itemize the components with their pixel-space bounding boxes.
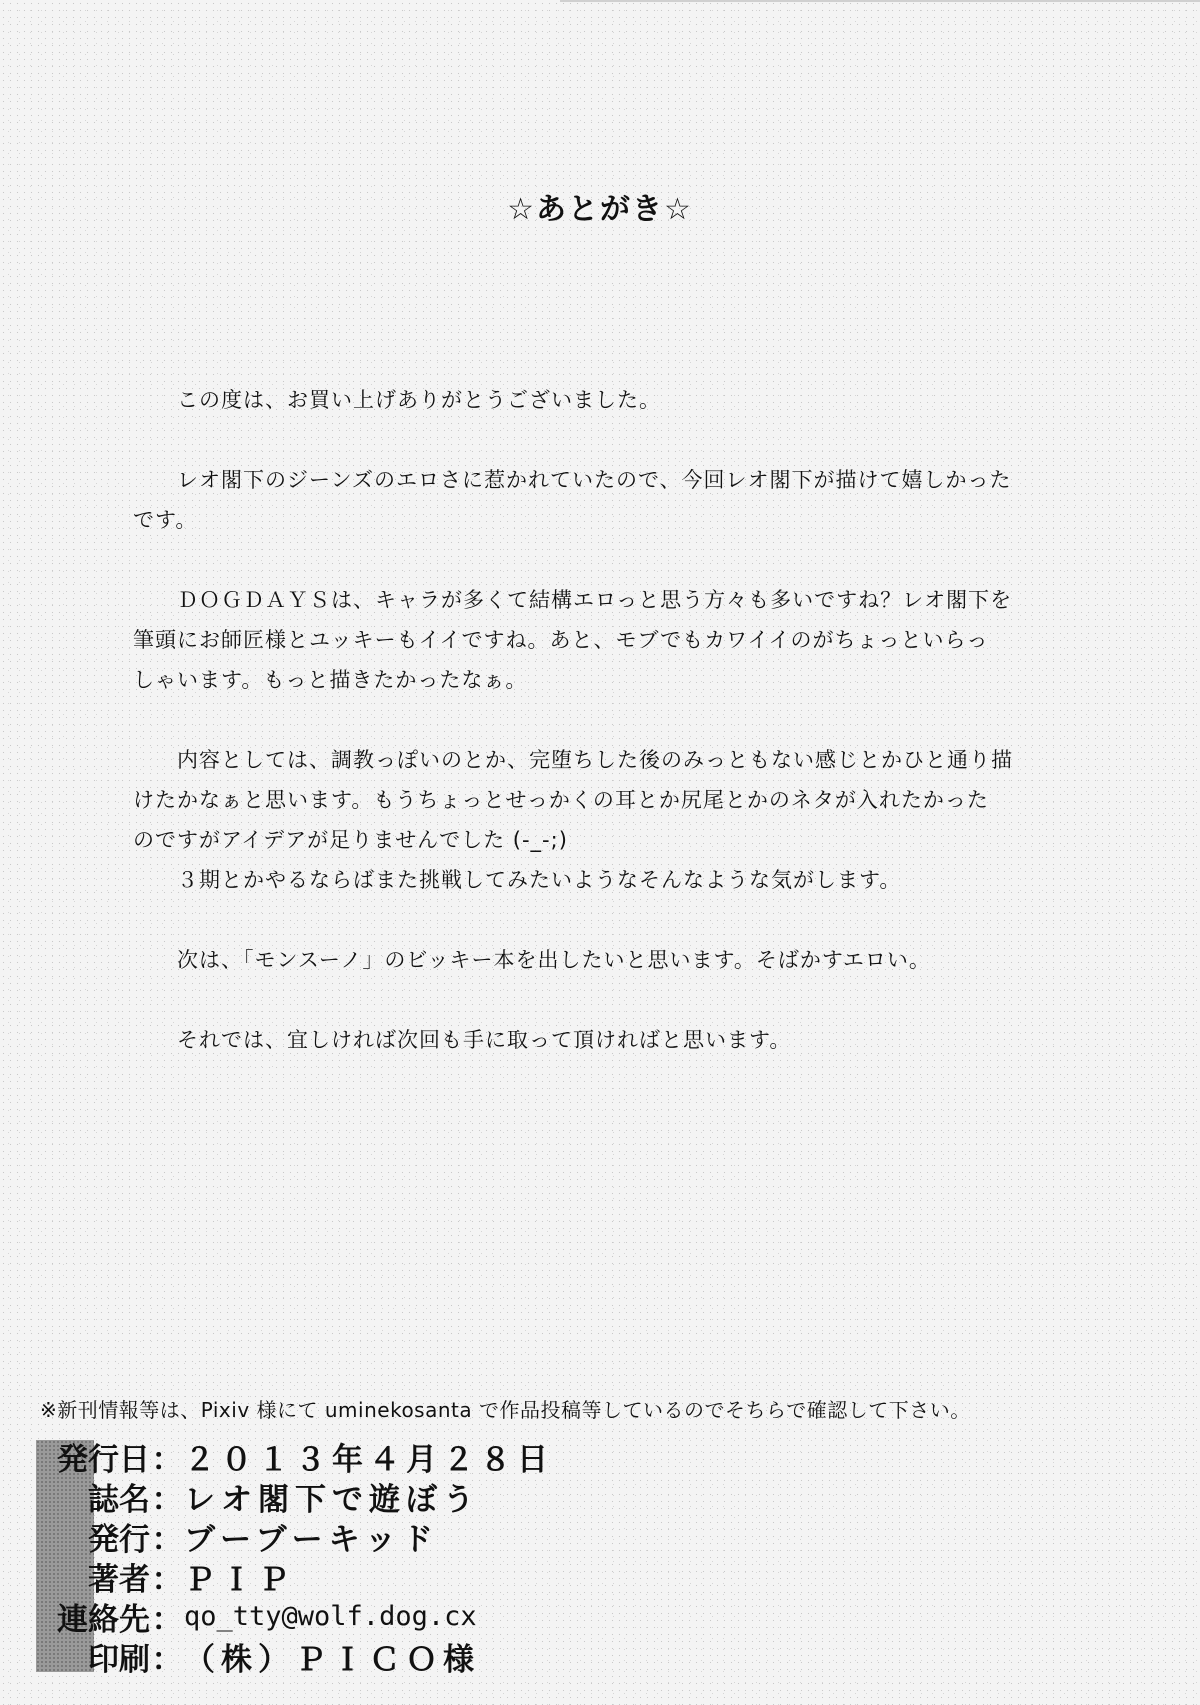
page-title: ☆あとがき☆: [507, 192, 693, 227]
colophon-row-publisher: [40, 1516, 740, 1556]
colophon-value: （株）ＰＩＣＯ様: [184, 1641, 480, 1678]
afterword-body: [133, 380, 1060, 1060]
paragraph-dogdays: [133, 580, 1060, 700]
colophon-separator: ：: [151, 1481, 183, 1518]
colophon-value: レオ閣下で遊ぼう: [184, 1481, 480, 1518]
paragraph-line: 筆頭にお師匠様とユッキーもイイですね。あと、モブでもカワイイのがちょっといらっ: [133, 628, 989, 652]
colophon-separator: ：: [151, 1441, 183, 1478]
colophon-label: 著者: [88, 1561, 150, 1598]
colophon-separator: ：: [151, 1641, 183, 1678]
colophon-separator: ：: [151, 1521, 183, 1558]
colophon-label: 発行日: [57, 1441, 150, 1478]
colophon-row-author: [40, 1556, 740, 1596]
colophon: [40, 1436, 740, 1676]
colophon-value-email: qo_tty@wolf.dog.cx: [184, 1600, 477, 1632]
colophon-value: ブーブーキッド: [184, 1521, 439, 1558]
paragraph-thanks: この度は、お買い上げありがとうございました。: [177, 388, 661, 412]
paragraph-jeans: [133, 460, 1060, 540]
colophon-value: ＰＩＰ: [184, 1561, 295, 1598]
paragraph-line: けたかなぁと思います。もうちょっとせっかくの耳とか尻尾とかのネタが入れたかった: [133, 788, 989, 812]
colophon-value: ２０１３年４月２８日: [184, 1441, 554, 1478]
paragraph-line: しゃいます。もっと描きたかったなぁ。: [133, 668, 528, 692]
colophon-separator: ：: [151, 1601, 183, 1638]
paragraph-line: です。: [133, 508, 198, 532]
paragraph-line: レオ閣下のジーンズのエロさに惹かれていたので、今回レオ閣下が描けて嬉しかった: [177, 468, 1012, 492]
colophon-row-date: [40, 1436, 740, 1476]
colophon-row-title: [40, 1476, 740, 1516]
colophon-label: 印刷: [88, 1641, 150, 1678]
colophon-row-printer: [40, 1636, 740, 1676]
colophon-label: 連絡先: [57, 1601, 150, 1638]
paragraph-content: [133, 740, 1060, 900]
top-edge-rule: [560, 0, 1200, 2]
paragraph-line: 内容としては、調教っぽいのとか、完堕ちした後のみっともない感じとかひと通り描: [177, 748, 1013, 772]
colophon-row-contact: [40, 1596, 740, 1636]
paragraph-closing: それでは、宜しければ次回も手に取って頂ければと思います。: [177, 1028, 792, 1052]
paragraph-line: のですがアイデアが足りませんでした (-_-;): [133, 828, 568, 852]
colophon-label: 発行: [88, 1521, 150, 1558]
paragraph-next-book: 次は、「モンスーノ」のビッキー本を出したいと思います。そばかすエロい。: [177, 948, 931, 972]
colophon-separator: ：: [151, 1561, 183, 1598]
paragraph-line: ３期とかやるならばまた挑戦してみたいようなそんなような気がします。: [177, 868, 902, 892]
paragraph-line: ＤＯＧＤＡＹＳは、キャラが多くて結構エロっと思う方々も多いですね？レオ閣下を: [177, 588, 1013, 612]
colophon-label: 誌名: [88, 1481, 150, 1518]
new-release-notice: ※新刊情報等は、Pixiv 様にて uminekosanta で作品投稿等しているのでそちらで確認して下さい。: [40, 1398, 971, 1422]
